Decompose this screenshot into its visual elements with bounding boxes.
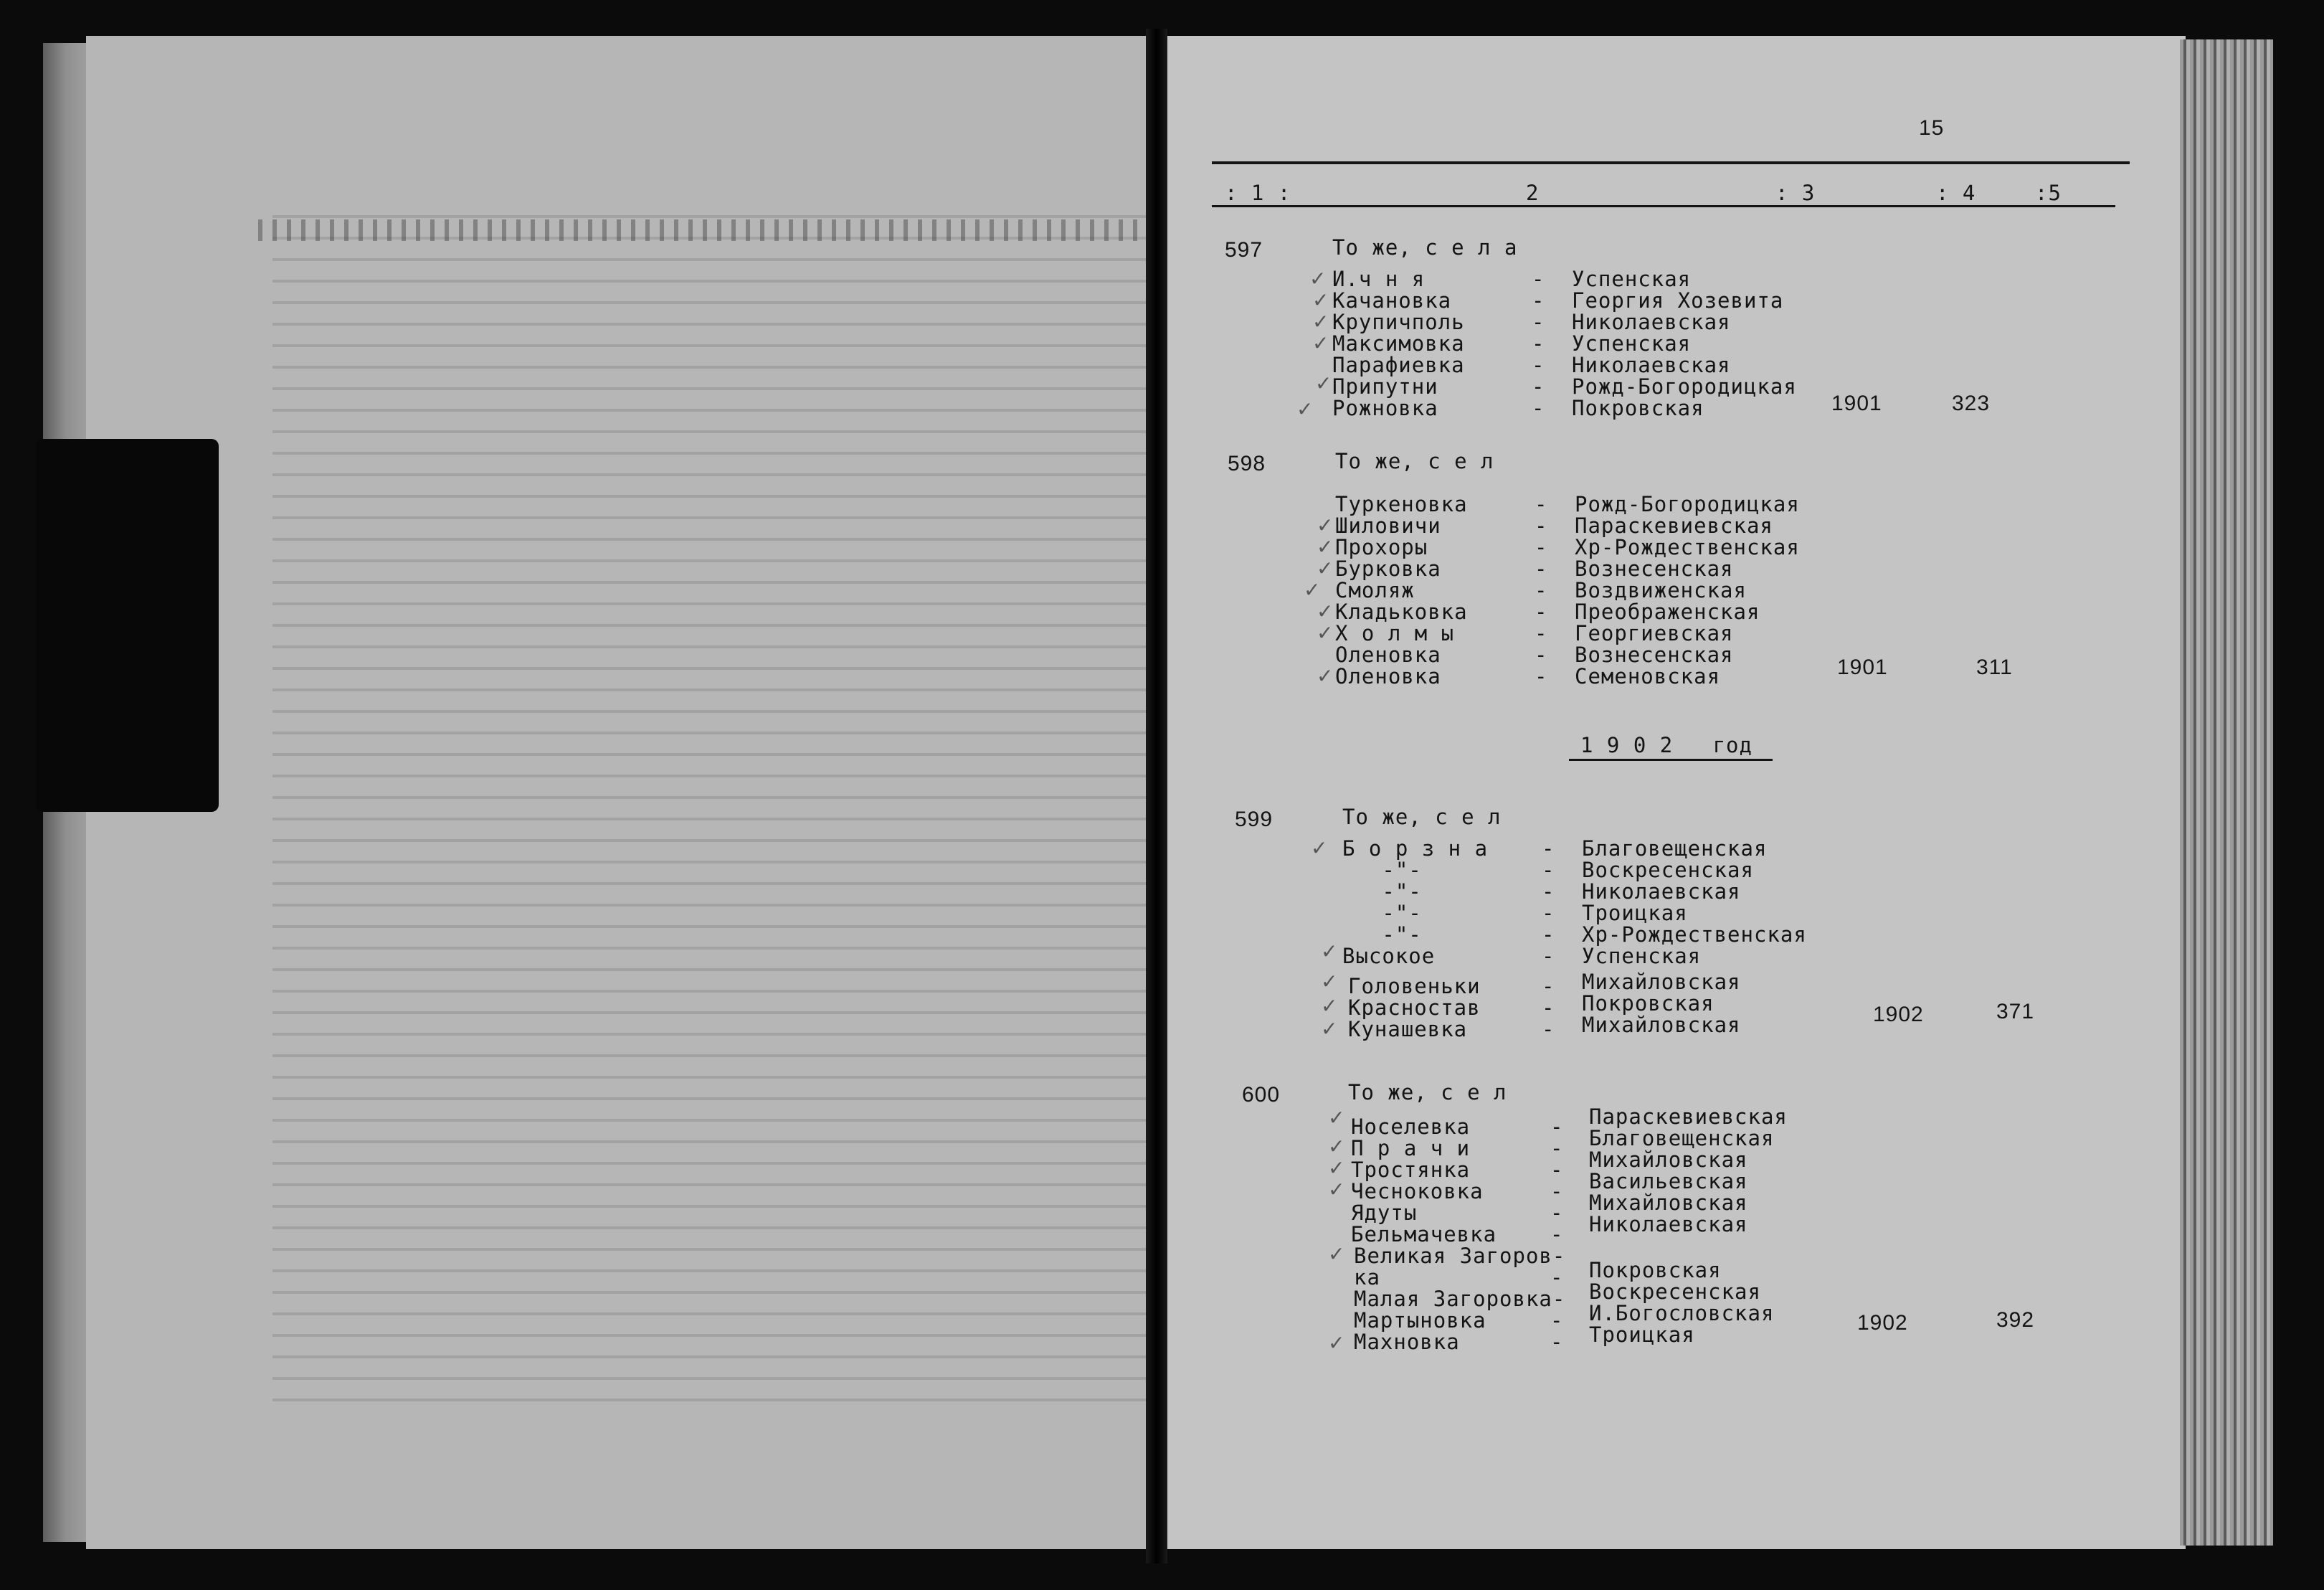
village-name: Красностав [1348,995,1481,1020]
church-name: И.Богословская [1589,1301,1775,1325]
pencil-check-icon: ✓ [1321,970,1338,993]
church-name: Семеновская [1575,664,1721,688]
entry-count: 371 [1996,1000,2035,1023]
church-name: Троицкая [1589,1322,1695,1347]
dash: - [1532,267,1545,291]
pencil-check-icon: ✓ [1312,310,1329,333]
village-name: Бурковка [1335,557,1441,581]
dash: - [1542,944,1555,968]
village-name: Тростянка [1351,1158,1471,1182]
pencil-check-icon: ✓ [1321,940,1338,963]
ditto-mark: -"- [1342,901,1422,925]
church-name: Троицкая [1582,901,1688,925]
village-name: Смоляж [1335,578,1415,602]
left-page [86,36,1147,1549]
entry-number: 597 [1225,238,1263,262]
church-name: Успенская [1582,944,1702,968]
dash: - [1550,1330,1564,1354]
pencil-check-icon: ✓ [1328,1178,1345,1201]
village-name: Кунашевка [1348,1017,1468,1041]
header-rule-top [1212,161,2130,164]
pencil-check-icon: ✓ [1317,514,1334,537]
left-page-bleed-text [272,201,1205,1420]
dash: - [1535,492,1548,516]
dash: - [1532,374,1545,399]
church-name: Вознесенская [1575,643,1734,667]
pencil-check-icon: ✓ [1309,267,1327,290]
church-name: Васильевская [1589,1169,1748,1193]
pencil-check-icon: ✓ [1317,535,1334,559]
dash: - [1535,664,1548,688]
pencil-check-icon: ✓ [1328,1331,1345,1355]
dash: - [1550,1136,1564,1160]
village-name: Ядуты [1351,1201,1418,1225]
ditto-mark: -"- [1342,922,1422,947]
church-name: Рожд-Богородицкая [1575,492,1800,516]
village-name: Махновка [1354,1330,1460,1354]
pencil-check-icon: ✓ [1312,288,1329,312]
church-name: Николаевская [1582,879,1741,904]
church-name: Благовещенская [1582,836,1768,861]
village-name: Припутни [1332,374,1438,399]
pencil-check-icon: ✓ [1304,578,1321,602]
dash: - [1535,600,1548,624]
village-name: Бельмачевка [1351,1222,1497,1246]
ditto-mark: -"- [1342,858,1422,882]
pencil-check-icon: ✓ [1328,1242,1345,1266]
header-col3: : 3 [1775,181,1816,205]
dash: - [1542,974,1555,998]
dash: - [1532,288,1545,313]
church-name: Михайловская [1589,1191,1748,1215]
entry-number: 598 [1228,452,1266,475]
village-name: Максимовка [1332,331,1465,356]
village-name: Качановка [1332,288,1452,313]
dash: - [1535,621,1548,645]
entry-count: 311 [1976,656,2013,679]
church-name: Воздвиженская [1575,578,1747,602]
entry-count: 392 [1996,1308,2035,1332]
village-name: П р а ч и [1351,1136,1471,1160]
page-number: 15 [1919,116,1945,140]
village-name: Высокое [1342,944,1436,968]
ditto-mark: -"- [1342,879,1422,904]
church-name: Параскевиевская [1589,1104,1788,1129]
entry-number: 599 [1235,808,1274,831]
village-name: Мартыновка [1354,1308,1486,1333]
pencil-check-icon: ✓ [1321,994,1338,1018]
village-name: Головеньки [1348,974,1481,998]
dash: - [1550,1265,1564,1289]
header-rule-bottom [1212,205,2115,207]
church-name: Вознесенская [1575,557,1734,581]
entry-heading: То же, с е л [1335,449,1494,473]
church-name: Хр-Рождественская [1582,922,1807,947]
pencil-check-icon: ✓ [1317,557,1334,580]
village-name: Шиловичи [1335,514,1441,538]
church-name: Воскресенская [1582,858,1754,882]
dash: - [1535,557,1548,581]
pencil-check-icon: ✓ [1328,1135,1345,1158]
church-name: Покровская [1572,396,1704,420]
entry-heading: То же, с е л а [1332,235,1518,260]
dash: - [1542,858,1555,882]
entry-heading: То же, с е л [1342,805,1502,829]
village-name: Чесноковка [1351,1179,1484,1203]
dash: - [1532,331,1545,356]
dash: - [1550,1158,1564,1182]
dash: - [1532,353,1545,377]
entry-number: 600 [1242,1083,1281,1107]
pencil-check-icon: ✓ [1321,1017,1338,1041]
church-name: Благовещенская [1589,1126,1775,1150]
page-edges [2180,39,2273,1546]
dash: - [1550,1308,1564,1333]
entry-year: 1901 [1837,656,1888,679]
village-name: Носелевка [1351,1115,1471,1139]
village-name: Кладьковка [1335,600,1468,624]
entry-count: 323 [1952,392,1991,415]
pencil-check-icon: ✓ [1317,664,1334,688]
dash: - [1532,310,1545,334]
church-name: Георгиевская [1575,621,1734,645]
dash: - [1542,995,1555,1020]
church-name: Успенская [1572,267,1692,291]
church-name: Николаевская [1572,310,1731,334]
village-name: Великая Загоров- [1354,1244,1566,1268]
pencil-check-icon: ✓ [1328,1106,1345,1130]
church-name: Михайловская [1582,1013,1741,1037]
village-name: Туркеновка [1335,492,1468,516]
church-name: Георгия Хозевита [1572,288,1784,313]
header-col2: 2 [1526,181,1540,205]
dash: - [1550,1222,1564,1246]
church-name: Хр-Рождественская [1575,535,1800,559]
village-name: И.ч н я [1332,267,1426,291]
village-name: Крупичполь [1332,310,1465,334]
dash: - [1542,1017,1555,1041]
dash: - [1535,514,1548,538]
church-name: Параскевиевская [1575,514,1773,538]
dash: - [1542,901,1555,925]
village-name: Х о л м ы [1335,621,1455,645]
entry-year: 1901 [1831,392,1882,415]
dash: - [1535,535,1548,559]
church-name: Преображенская [1575,600,1760,624]
dash: - [1550,1179,1564,1203]
pencil-check-icon: ✓ [1328,1156,1345,1180]
book-spine [1146,29,1167,1563]
church-name: Рожд-Богородицкая [1572,374,1797,399]
church-name: Успенская [1572,331,1692,356]
pencil-check-icon: ✓ [1312,331,1329,355]
dash: - [1542,879,1555,904]
church-name: Николаевская [1589,1212,1748,1236]
church-name: Михайловская [1582,970,1741,994]
entry-year: 1902 [1873,1003,1924,1026]
village-name: Парафиевка [1332,353,1465,377]
church-name: Покровская [1582,991,1714,1016]
pencil-check-icon: ✓ [1315,372,1332,395]
church-name: Покровская [1589,1258,1722,1282]
village-name: Прохоры [1335,535,1428,559]
pencil-check-icon: ✓ [1317,621,1334,645]
dash: - [1550,1201,1564,1225]
dash: - [1535,643,1548,667]
dash: - [1532,396,1545,420]
dash: - [1542,836,1555,861]
year-heading-underline [1569,759,1773,761]
village-name: Малая Загоровка- [1354,1287,1566,1311]
village-name: Оленовка [1335,643,1441,667]
village-name: ка [1354,1265,1380,1289]
village-name: Оленовка [1335,664,1441,688]
dash: - [1542,922,1555,947]
header-col4: : 4 [1936,181,1976,205]
dash: - [1535,578,1548,602]
pencil-check-icon: ✓ [1311,836,1328,860]
church-name: Николаевская [1572,353,1731,377]
church-name: Воскресенская [1589,1279,1761,1304]
village-name: Рожновка [1332,396,1438,420]
year-heading: 1 9 0 2 год [1580,733,1753,757]
village-name: Б о р з н а [1342,836,1489,861]
black-page-tab [36,439,219,812]
church-name: Михайловская [1589,1147,1748,1172]
pencil-check-icon: ✓ [1317,600,1334,623]
header-col5: :5 [2035,181,2062,205]
dash: - [1550,1115,1564,1139]
pencil-check-icon: ✓ [1296,397,1314,421]
entry-heading: То же, с е л [1348,1080,1507,1104]
entry-year: 1902 [1857,1311,1908,1335]
header-col1: : 1 : [1225,181,1291,205]
